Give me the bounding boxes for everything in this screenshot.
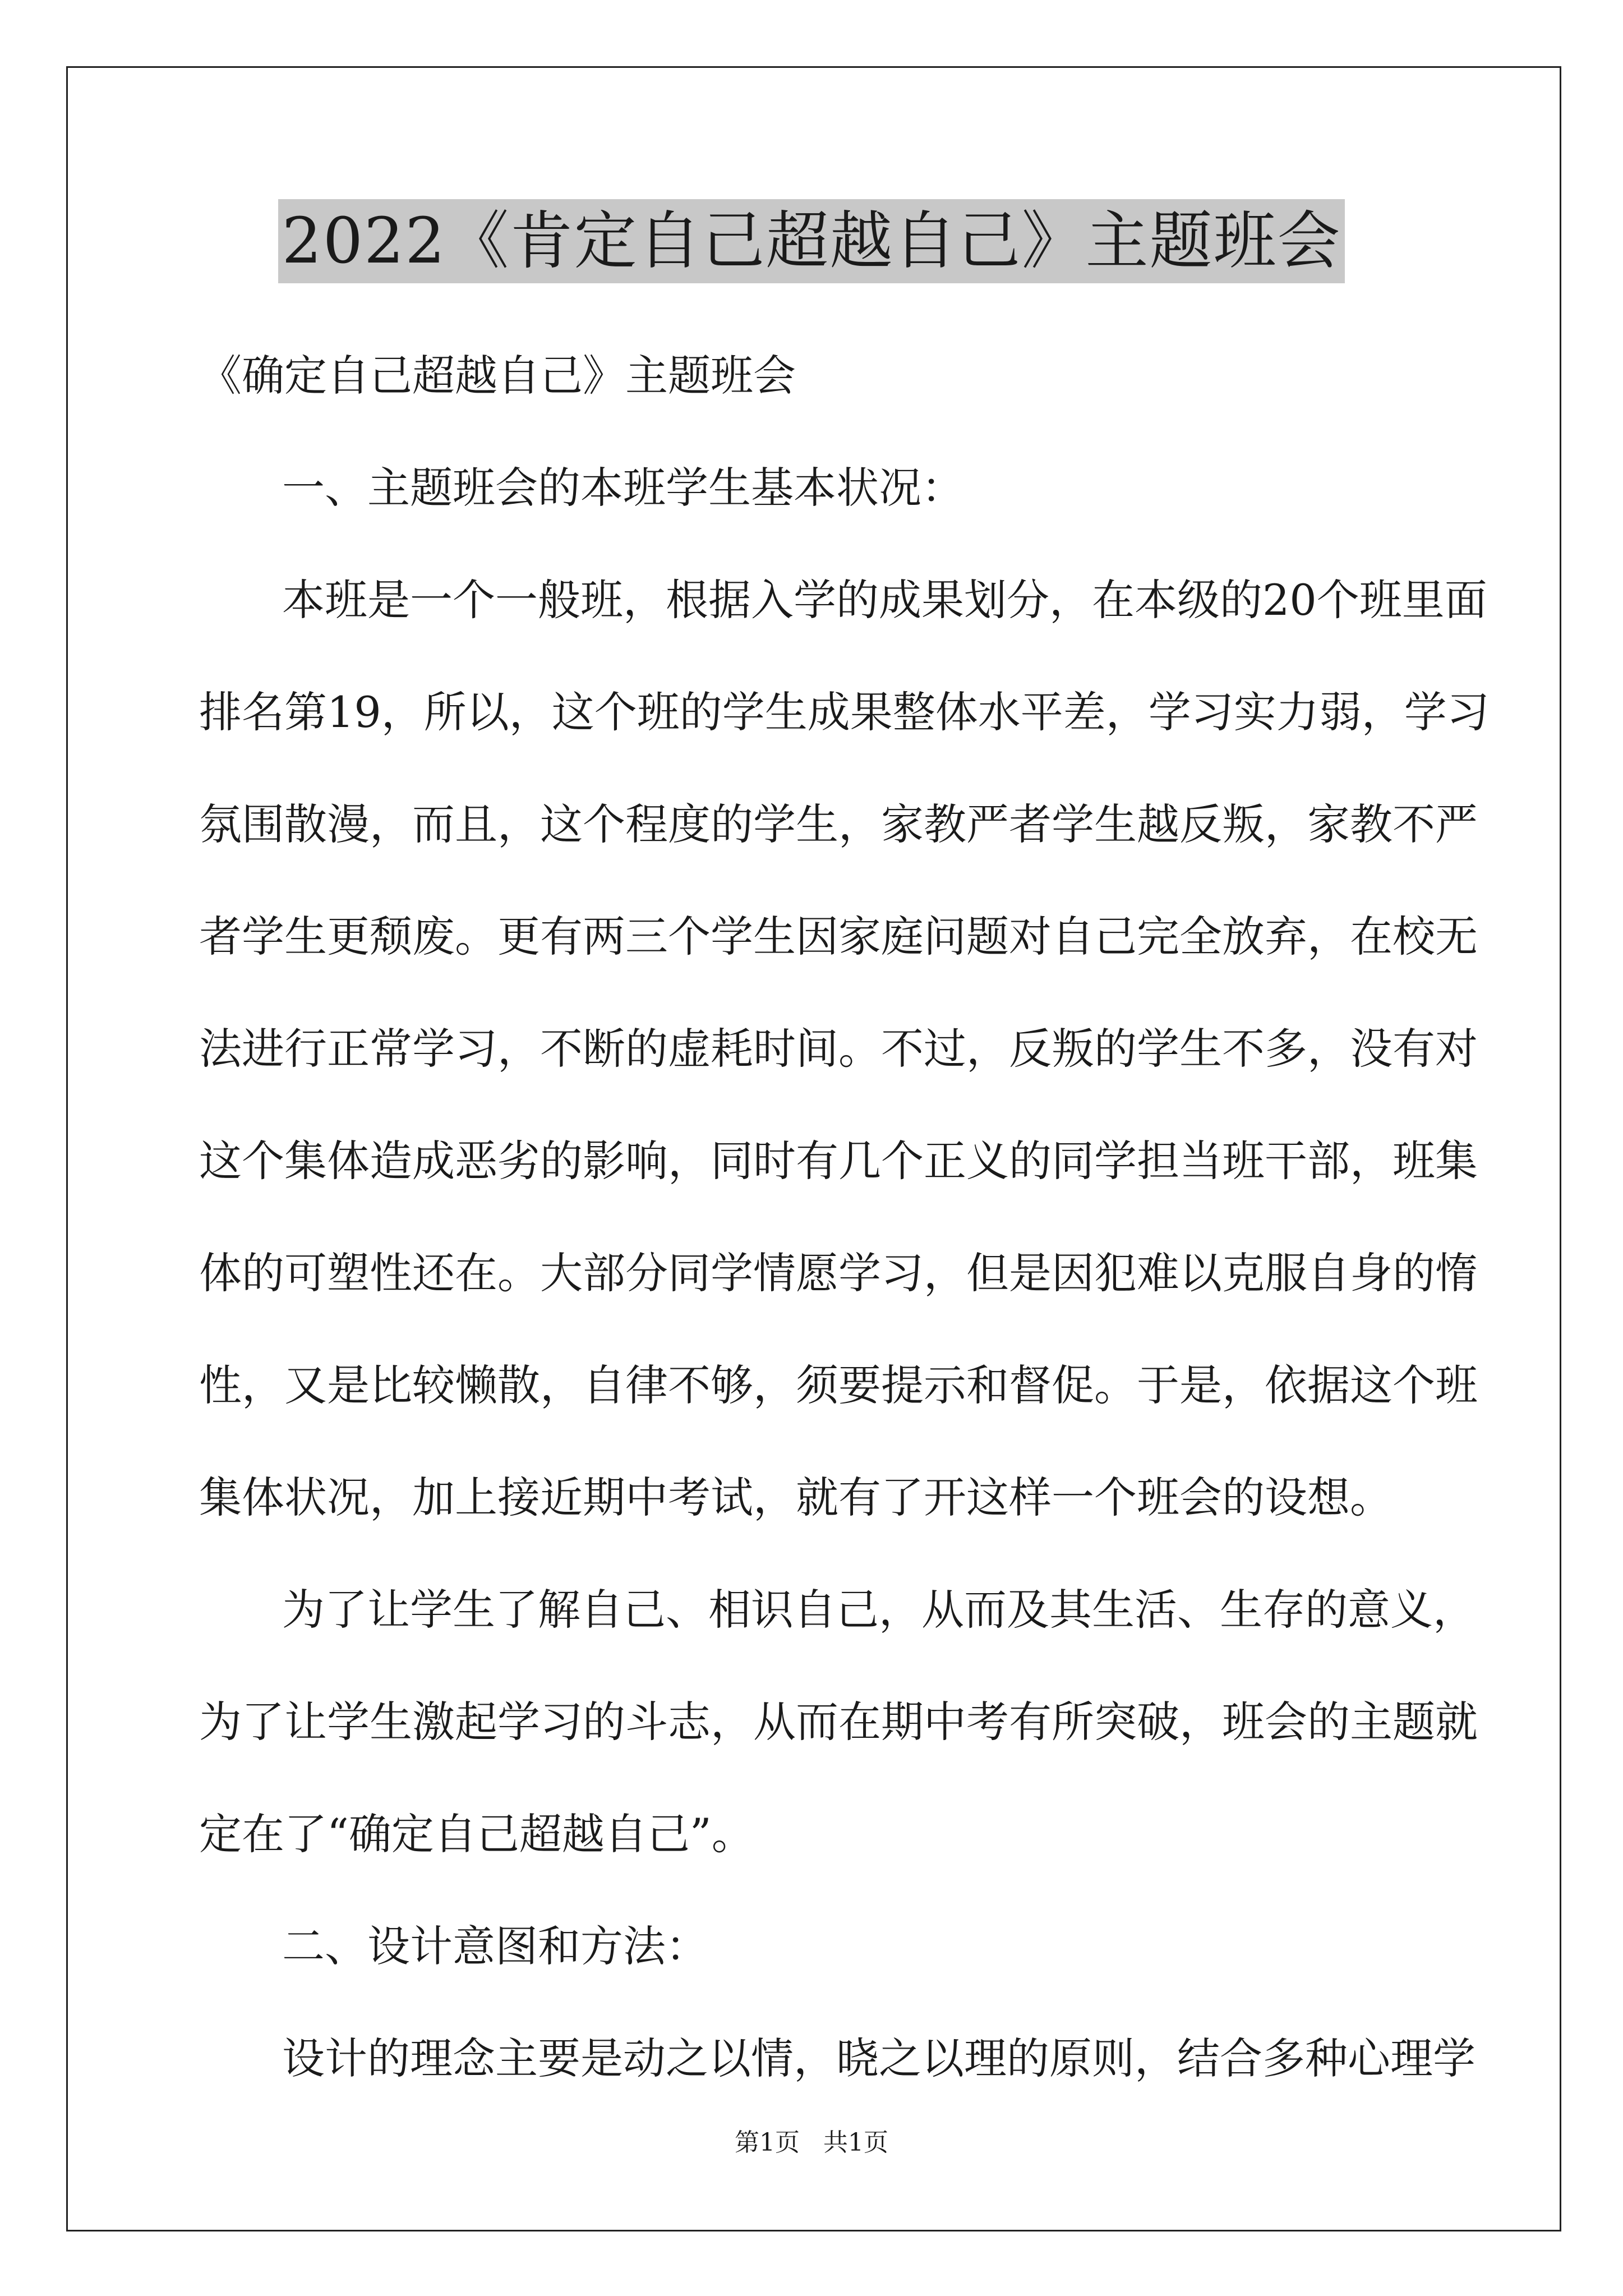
paragraph-line: 设计的理念主要是动之以情，晓之以理的原则，结合多种心理学	[282, 2033, 1476, 2083]
paragraph-line: 性，又是比较懒散，自律不够，须要提示和督促。于是，依据这个班	[199, 1360, 1478, 1410]
paragraph-line: 为了让学生激起学习的斗志，从而在期中考有所突破，班会的主题就	[199, 1697, 1478, 1747]
paragraph-line: 氛围散漫，而且，这个程度的学生，家教严者学生越反叛，家教不严	[199, 799, 1478, 849]
page-footer: 第1页 共1页	[735, 2128, 888, 2157]
paragraph-line: 定在了“确定自己超越自己”。	[199, 1809, 754, 1859]
paragraph-line: 排名第19，所以，这个班的学生成果整体水平差，学习实力弱，学习	[199, 687, 1490, 737]
paragraph-line: 体的可塑性还在。大部分同学情愿学习，但是因犯难以克服自身的惰	[199, 1248, 1478, 1298]
paragraph-line: 法进行正常学习，不断的虚耗时间。不过，反叛的学生不多，没有对	[199, 1024, 1478, 1074]
paragraph-line: 者学生更颓废。更有两三个学生因家庭问题对自己完全放弃，在校无	[199, 912, 1478, 961]
title-container	[0, 199, 1623, 283]
section-heading-2: 二、设计意图和方法：	[282, 1921, 708, 1971]
paragraph-line: 为了让学生了解自己、相识自己，从而及其生活、生存的意义，	[282, 1585, 1476, 1635]
subtitle-line: 《确定自己超越自己》主题班会	[199, 351, 796, 401]
paragraph-line: 本班是一个一般班，根据入学的成果划分，在本级的20个班里面	[282, 575, 1487, 625]
paragraph-line: 这个集体造成恶劣的影响，同时有几个正义的同学担当班干部，班集	[199, 1136, 1478, 1186]
section-heading-1: 一、主题班会的本班学生基本状况：	[282, 463, 964, 513]
paragraph-line: 集体状况，加上接近期中考试，就有了开这样一个班会的设想。	[199, 1473, 1393, 1522]
document-title: 2022《肯定自己超越自己》主题班会	[278, 199, 1344, 283]
